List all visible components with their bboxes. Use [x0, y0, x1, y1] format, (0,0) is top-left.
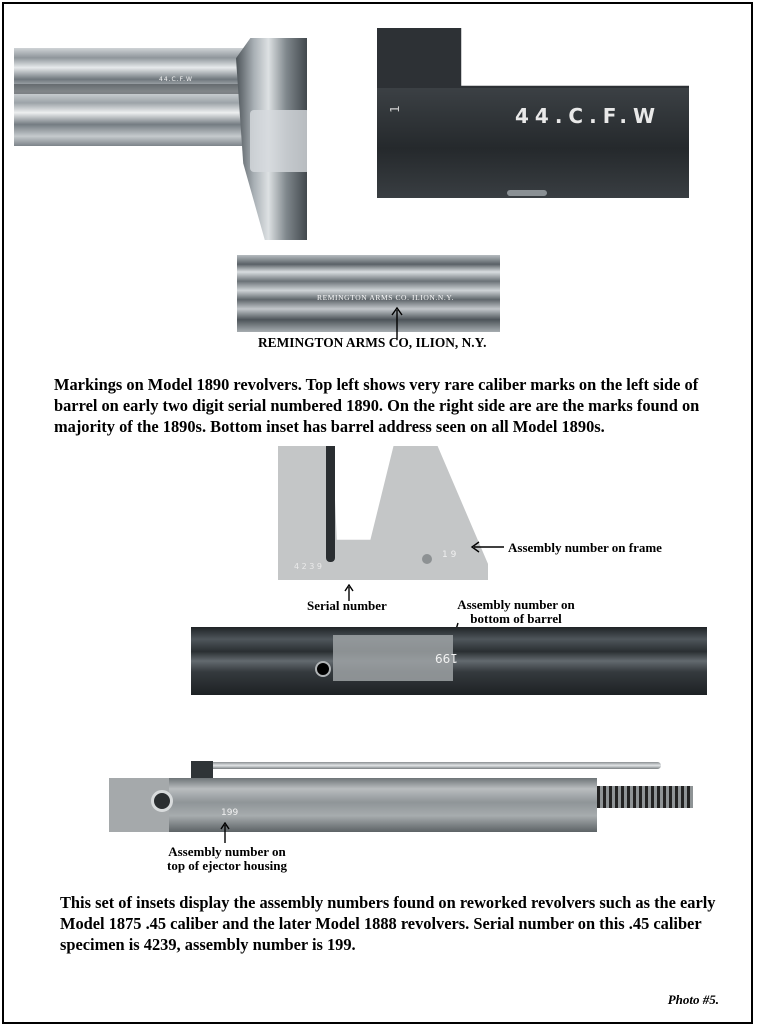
barrel-assembly-mark: 199 — [435, 651, 458, 665]
closing-paragraph: This set of insets display the assembly numbers found on reworked revolvers such as the early Model 1875 .45 caliber and the later Model 1888 revolvers. Serial number on this .45 caliber specimen is 4239, assembly number is 199. — [60, 893, 716, 954]
frame-assembly-mark: 1 9 — [442, 550, 457, 560]
frame-assembly-arrow — [470, 540, 506, 554]
barrel-address-mark: REMINGTON ARMS CO. ILION.N.Y. — [317, 293, 454, 302]
ejector-assembly-caption: Assembly number on top of ejector housing — [166, 844, 287, 873]
ejector-housing-photo — [109, 756, 699, 836]
frame-side-mark: 1 — [387, 105, 402, 113]
caliber-mark-small: 44.C.F.W — [159, 76, 193, 83]
barrel-assembly-caption: Assembly number on bottom of barrel — [457, 597, 575, 626]
barrel-left-side-photo — [14, 26, 307, 240]
frame-serial-mark: 4 2 3 9 — [294, 562, 322, 571]
caliber-mark-closeup-photo — [377, 28, 689, 198]
barrel-bottom-photo — [191, 627, 707, 695]
caliber-mark-large: 44.C.F.W — [515, 104, 662, 128]
serial-number-caption: Serial number — [307, 598, 387, 613]
intro-paragraph: Markings on Model 1890 revolvers. Top left shows very rare caliber marks on the left side of barrel on early two digit serial numbered 1890. On the right side are are the marks found on majority of the 1890s. Bottom inset has barrel address seen on all Model 1890s. — [54, 375, 700, 436]
frame-assembly-caption: Assembly number on frame — [508, 540, 662, 555]
barrel-address-photo — [237, 255, 500, 332]
frame-photo — [272, 446, 490, 583]
ejector-assembly-mark: 199 — [221, 808, 239, 818]
barrel-address-caption: REMINGTON ARMS CO, ILION, N.Y. — [258, 335, 487, 350]
ejector-assembly-arrow — [218, 822, 232, 844]
photo-number-label: Photo #5. — [667, 992, 719, 1007]
